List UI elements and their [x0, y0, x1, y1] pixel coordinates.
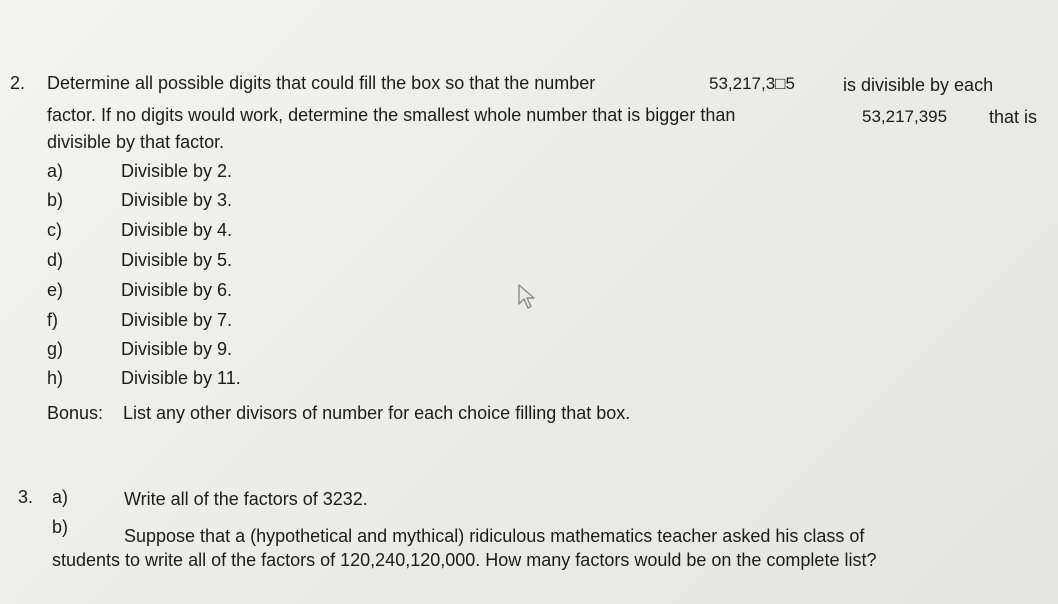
question-2-bigger-value: 53,217,395: [862, 107, 948, 126]
question-2-line1-start: Determine all possible digits that could fill the box so that the number: [47, 73, 596, 93]
question-3b-text-line2: students to write all of the factors of 120,240,120,000. How many factors would be on the complete list?: [52, 550, 877, 570]
question-3b-text: Suppose that a (hypothetical and mythical) ridiculous mathematics teacher asked his class of: [124, 526, 865, 546]
question-3-number: 3.: [18, 487, 34, 507]
part-text: Divisible by 11.: [121, 368, 241, 388]
part-letter: a): [47, 161, 64, 181]
mouse-pointer-icon: [516, 283, 538, 311]
question-2-number-value: 53,217,3□5: [709, 74, 795, 93]
part-text: Divisible by 7.: [121, 310, 233, 330]
bonus-text: List any other divisors of number for each choice filling that box.: [123, 403, 631, 423]
question-3b-letter: b): [52, 517, 69, 537]
question-2-line1-end: is divisible by each: [843, 75, 994, 95]
part-text: Divisible by 4.: [121, 220, 233, 240]
part-letter: e): [47, 280, 64, 300]
question-2-line2-end: that is: [989, 107, 1038, 127]
part-letter: c): [47, 220, 62, 240]
part-letter: b): [47, 190, 64, 210]
question-3a-letter: a): [52, 487, 69, 507]
bonus-label: Bonus:: [47, 403, 104, 423]
part-letter: h): [47, 368, 64, 388]
part-text: Divisible by 9.: [121, 339, 233, 359]
question-2-number: 2.: [10, 73, 26, 93]
part-text: Divisible by 6.: [121, 280, 233, 300]
part-letter: f): [47, 310, 58, 330]
part-text: Divisible by 2.: [121, 161, 233, 181]
part-letter: g): [47, 339, 64, 359]
question-2-line2-start: factor. If no digits would work, determine the smallest whole number that is bigger than: [47, 105, 736, 125]
question-3a-text: Write all of the factors of 3232.: [124, 489, 368, 509]
part-letter: d): [47, 250, 64, 270]
part-text: Divisible by 5.: [121, 250, 233, 270]
part-text: Divisible by 3.: [121, 190, 233, 210]
question-2-line3: divisible by that factor.: [47, 132, 225, 152]
